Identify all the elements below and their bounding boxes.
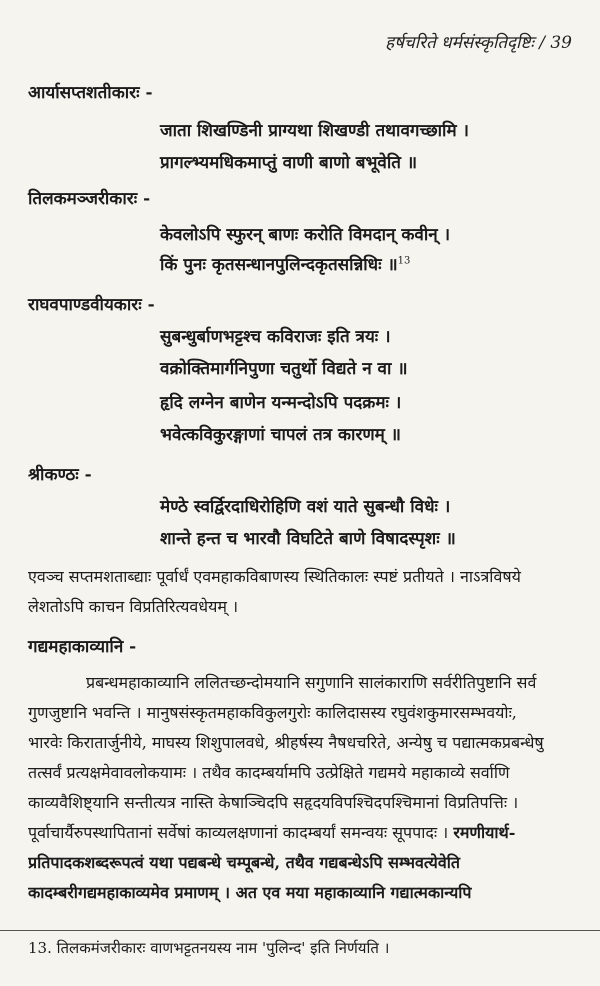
section-heading-aryasaptashati: आर्यासप्तशतीकारः - [28, 83, 153, 103]
paragraph-text: पूर्वाचार्यैरुपस्थापितानां सर्वेषां काव्यलक्षणानां कादम्बर्यां समन्वयः सूपपादः । [28, 823, 449, 842]
verse-line: हृदि लग्नेन बाणेन यन्मन्दोऽपि पदक्रमः । [160, 393, 402, 413]
section-heading-shrikantha: श्रीकण्ठः - [28, 465, 92, 485]
verse-line: भवेत्कविकुरङ्गाणां चापलं तत्र कारणम् ॥ [160, 425, 401, 445]
paragraph-bold-text: रमणीयार्थ- [453, 823, 516, 842]
footnote-divider [0, 930, 600, 931]
footnote-marker: 13 [397, 255, 411, 267]
paragraph-line: काव्यवैशिष्ट्यानि सन्तीत्यत्र नास्ति केषाञ्चिदपि सहृदयविपश्चिदपश्चिमानां विप्रतिपत्तिः । [28, 793, 519, 812]
verse-line: केवलोऽपि स्फुरन् बाणः करोति विमदान् कवीन् । [160, 225, 451, 245]
paragraph-line: एवञ्च सप्तमशताब्द्याः पूर्वार्धं एवमहाकविबाणस्य स्थितिकालः स्पष्टं प्रतीयते । नाऽत्रविषये [28, 567, 521, 586]
verse-text: किं पुनः कृतसन्धानपुलिन्दकृतसन्निधिः ॥ [160, 255, 398, 275]
footnote: 13. तिलकमंजरीकारः वाणभट्टतनयस्य नाम 'पुलिन्द' इति निर्णयति । [28, 939, 390, 957]
paragraph-line [28, 818, 580, 848]
paragraph-line: प्रबन्धमहाकाव्यानि ललितच्छन्दोमयानि सगुणानि सालंकाराणि सर्वरीतिपुष्टानि सर्व [86, 673, 537, 692]
verse-line [160, 252, 410, 275]
running-header: हर्षचरिते धर्मसंस्कृतिदृष्टिः / 39 [385, 33, 572, 53]
section-heading-tilakamanjari: तिलकमञ्जरीकारः - [28, 189, 151, 209]
paragraph-conclusion [28, 562, 580, 622]
paragraph-line: भारवेः किरातार्जुनीये, माघस्य शिशुपालवधे, श्रीहर्षस्य नैषधचरिते, अन्येषु च पद्यात्मकप्रबन्धेषु [28, 733, 544, 752]
section-heading-raghavapandaviya: राघवपाण्डवीयकारः - [28, 295, 155, 315]
verse-line: मेण्ठे स्वर्द्विरदाधिरोहिणि वशं याते सुबन्धौ विधेः । [160, 497, 451, 517]
paragraph-gadya [28, 668, 580, 908]
verse-line: प्रागल्भ्यमधिकमाप्तुं वाणी बाणो बभूवेति ॥ [160, 153, 418, 173]
verse-line: जाता शिखण्डिनी प्राग्यथा शिखण्डी तथावगच्छामि । [160, 121, 469, 141]
paragraph-line: गुणजुष्टानि भवन्ति । मानुषसंस्कृतमहाकविकुलगुरोः कालिदासस्य रघुवंशकुमारसम्भवयोः, [28, 703, 517, 722]
verse-line: वक्रोक्तिमार्गनिपुणा चतुर्थो विद्यते न वा ॥ [160, 359, 408, 379]
verse-line: सुबन्धुर्बाणभट्टश्च कविराजः इति त्रयः । [160, 327, 391, 347]
paragraph-line-bold: प्रतिपादकशब्दरूपत्वं यथा पद्यबन्धे चम्पूबन्धे, तथैव गद्यबन्धेऽपि सम्भवत्येवेति [28, 853, 461, 872]
paragraph-line: तत्सर्वं प्रत्यक्षमेवावलोकयामः । तथैव कादम्बर्यामपि उत्प्रेक्षिते गद्यमये महाकाव्ये सर्वाणि [28, 763, 510, 782]
paragraph-line: लेशतोऽपि काचन विप्रतिरित्यवधेयम् । [28, 597, 239, 616]
verse-line: शान्ते हन्त च भारवौ विघटिते बाणे विषादस्पृशः ॥ [160, 529, 456, 549]
paragraph-line-bold: कादम्बरीगद्यमहाकाव्यमेव प्रमाणम् । अत एव मया महाकाव्यानि गद्यात्मकान्यपि [28, 883, 472, 902]
section-heading-gadya-mahakavya: गद्यमहाकाव्यानि - [28, 637, 137, 657]
